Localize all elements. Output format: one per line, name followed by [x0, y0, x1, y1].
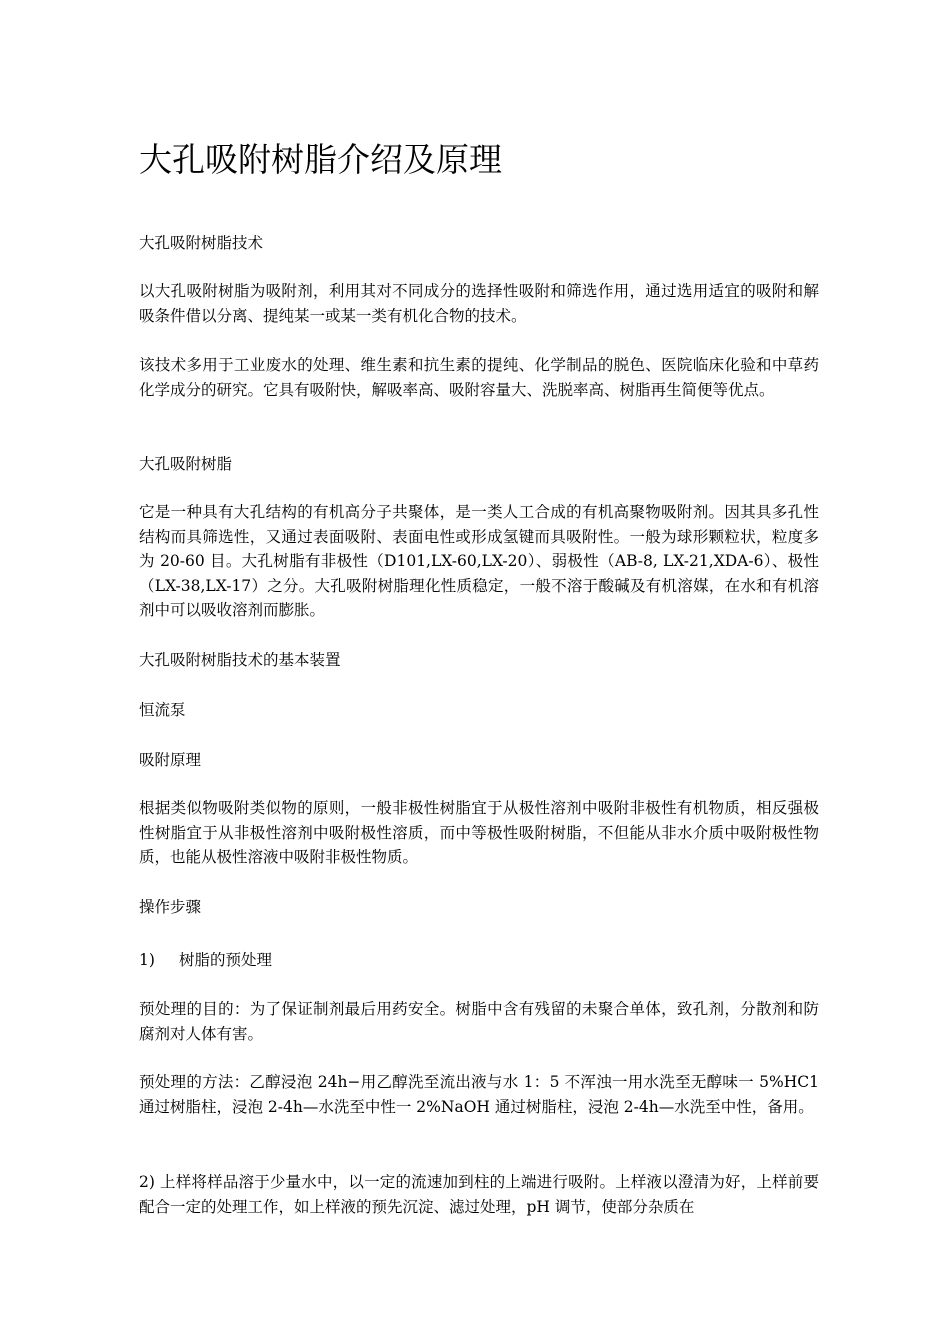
- paragraph-pretreatment-method: 预处理的方法：乙醇浸泡 24h−用乙醇洗至流出液与水 1：5 不浑浊一用水洗至无醇味一 5%HC1 通过树脂柱，浸泡 2-4h—水洗至中性一 2%NaOH 通过树脂柱，浸泡 2-4h—水洗至中性，备用。: [139, 1073, 819, 1116]
- step2-number: 2): [139, 1173, 155, 1191]
- step1-heading: [139, 948, 819, 973]
- heading-steps: 操作步骤: [139, 898, 202, 916]
- paragraph-tech-usage: 该技术多用于工业废水的处理、维生素和抗生素的提纯、化学制品的脱色、医院临床化验和中草药化学成分的研究。它具有吸附快，解吸率高、吸附容量大、洗脱率高、树脂再生简便等优点。: [139, 356, 819, 399]
- heading-principle: 吸附原理: [139, 751, 202, 769]
- step1-title: 树脂的预处理: [179, 951, 273, 969]
- document-title: 大孔吸附树脂介绍及原理: [139, 140, 502, 179]
- step2-text: 上样将样品溶于少量水中，以一定的流速加到柱的上端进行吸附。上样液以澄清为好，上样前要配合一定的处理工作，如上样液的预先沉淀、滤过处理，pH 调节，使部分杂质在: [139, 1173, 819, 1216]
- step1-number: 1): [139, 951, 155, 969]
- paragraph-resin: 它是一种具有大孔结构的有机高分子共聚体，是一类人工合成的有机高聚物吸附剂。因其具多孔性结构而具筛选性，又通过表面吸附、表面电性或形成氢键而具吸附性。一般为球形颗粒状，粒度多为 20-60 目。大孔树脂有非极性（D101,LX-60,LX-20）、弱极性（AB-8, LX-21,XDA-6）、极性（LX-38,LX-17）之分。大孔吸附树脂理化性质稳定，一般不溶于酸碱及有机溶媒，在水和有机溶剂中可以吸收溶剂而膨胀。: [139, 503, 819, 619]
- heading-pump: 恒流泵: [139, 701, 186, 719]
- paragraph-tech-definition: 以大孔吸附树脂为吸附剂，利用其对不同成分的选择性吸附和筛选作用，通过选用适宜的吸附和解吸条件借以分离、提纯某一或某一类有机化合物的技术。: [139, 282, 819, 325]
- paragraph-principle: 根据类似物吸附类似物的原则，一般非极性树脂宜于从极性溶剂中吸附非极性有机物质，相反强极性树脂宜于从非极性溶剂中吸附极性溶质，而中等极性吸附树脂，不但能从非水介质中吸附极性物质，也能从极性溶液中吸附非极性物质。: [139, 799, 819, 866]
- heading-tech: 大孔吸附树脂技术: [139, 234, 264, 252]
- paragraph-pretreatment-purpose: 预处理的目的：为了保证制剂最后用药安全。树脂中含有残留的未聚合单体，致孔剂，分散剂和防腐剂对人体有害。: [139, 1000, 819, 1043]
- heading-device: 大孔吸附树脂技术的基本装置: [139, 651, 341, 669]
- heading-resin: 大孔吸附树脂: [139, 455, 233, 473]
- step2-paragraph: [139, 1170, 819, 1219]
